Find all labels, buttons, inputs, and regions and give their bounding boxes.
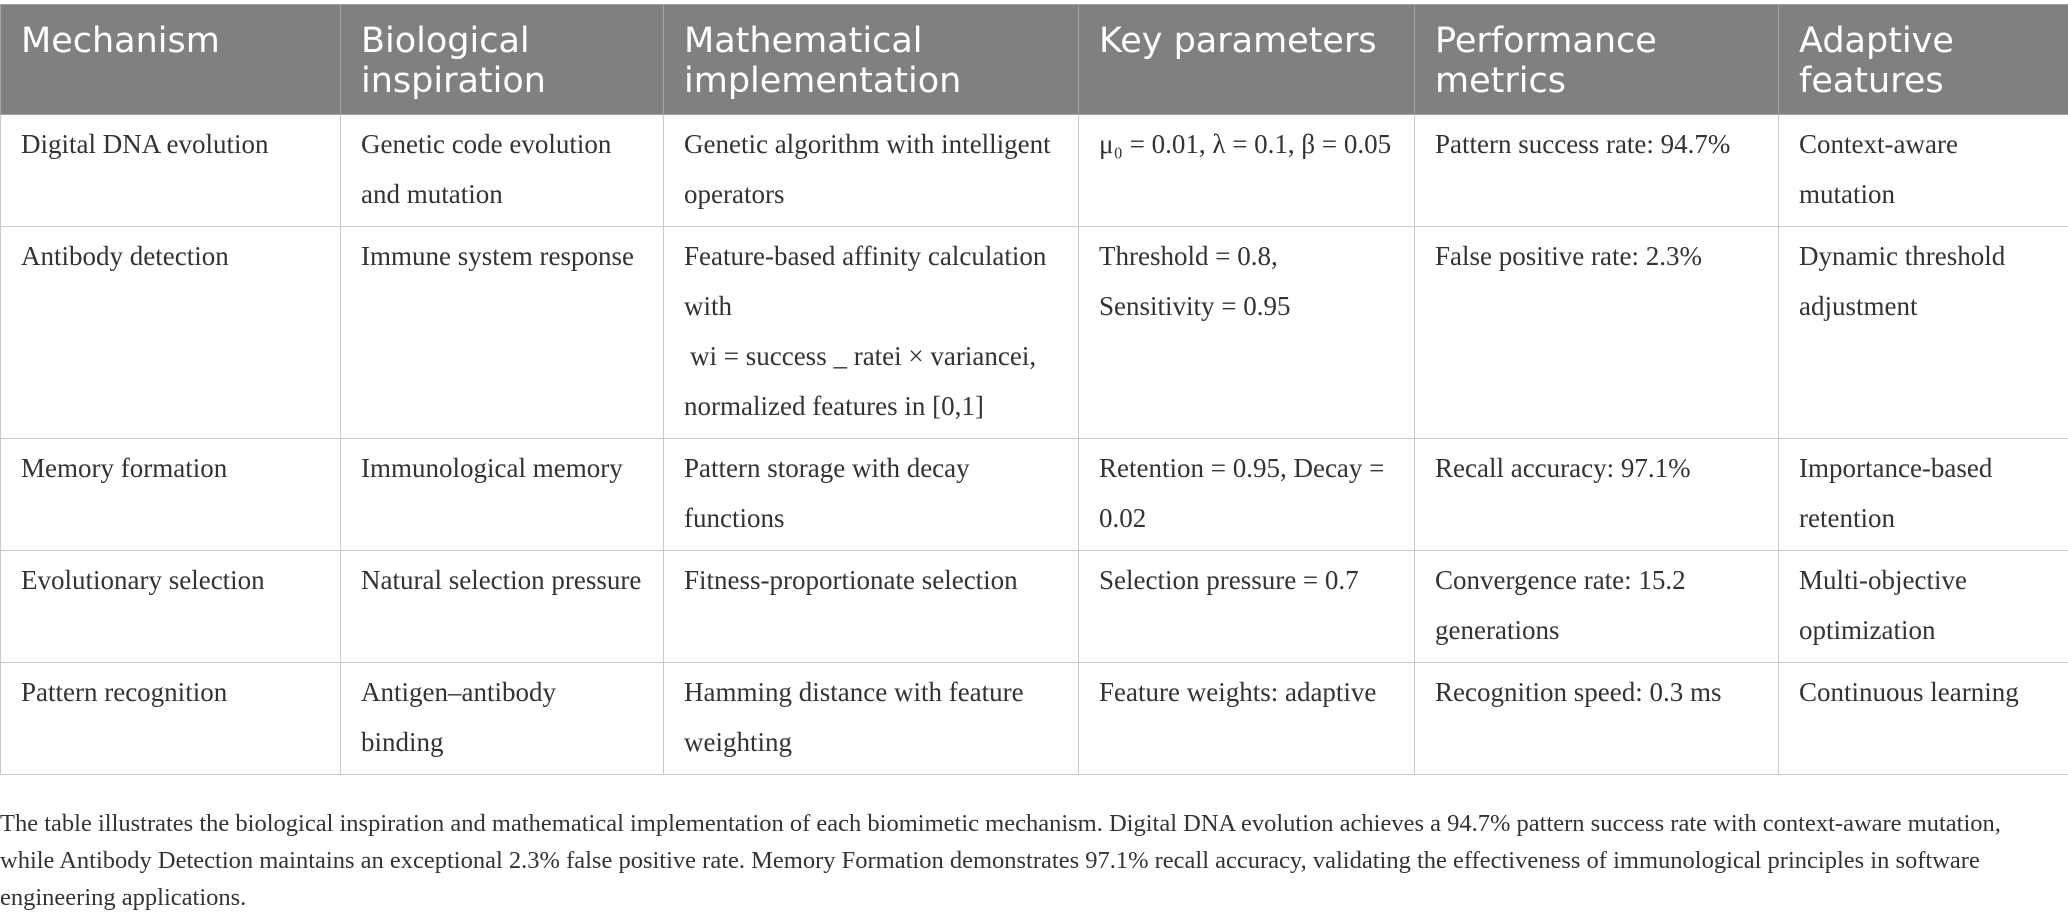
cell-implementation: Hamming distance with feature weighting — [664, 663, 1079, 775]
header-mechanism: Mechanism — [1, 5, 341, 115]
table-row — [1, 227, 2068, 439]
table-row — [1, 663, 2068, 775]
cell-mechanism: Digital DNA evolution — [1, 115, 341, 227]
cell-parameters: Threshold = 0.8, Sensitivity = 0.95 — [1079, 227, 1415, 439]
cell-features: Dynamic threshold adjustment — [1779, 227, 2068, 439]
header-mathematical-implementation: Mathematical implementation — [664, 5, 1079, 115]
cell-mechanism: Antibody detection — [1, 227, 341, 439]
cell-inspiration: Natural selection pressure — [341, 551, 664, 663]
header-key-parameters: Key parameters — [1079, 5, 1415, 115]
cell-features: Importance-based retention — [1779, 439, 2068, 551]
cell-features: Multi-objective optimization — [1779, 551, 2068, 663]
cell-inspiration: Immunological memory — [341, 439, 664, 551]
cell-features: Continuous learning — [1779, 663, 2068, 775]
header-row — [1, 5, 2068, 115]
cell-metrics: Recall accuracy: 97.1% — [1415, 439, 1779, 551]
cell-inspiration: Immune system response — [341, 227, 664, 439]
cell-features: Context-aware mutation — [1779, 115, 2068, 227]
cell-metrics: False positive rate: 2.3% — [1415, 227, 1779, 439]
header-performance-metrics: Performance metrics — [1415, 5, 1779, 115]
cell-metrics: Recognition speed: 0.3 ms — [1415, 663, 1779, 775]
header-adaptive-features: Adaptive features — [1779, 5, 2068, 115]
cell-parameters: Retention = 0.95, Decay = 0.02 — [1079, 439, 1415, 551]
mechanism-table — [0, 4, 2068, 775]
cell-mechanism: Evolutionary selection — [1, 551, 341, 663]
cell-implementation — [664, 227, 1079, 439]
cell-inspiration: Antigen–antibody binding — [341, 663, 664, 775]
cell-metrics: Pattern success rate: 94.7% — [1415, 115, 1779, 227]
cell-implementation: Genetic algorithm with intelligent operators — [664, 115, 1079, 227]
cell-mechanism: Pattern recognition — [1, 663, 341, 775]
table-body — [1, 115, 2068, 775]
cell-parameters: Selection pressure = 0.7 — [1079, 551, 1415, 663]
cell-mechanism: Memory formation — [1, 439, 341, 551]
affinity-weight-formula: wi = success _ ratei × variancei, — [684, 331, 1036, 381]
table-row — [1, 551, 2068, 663]
cell-parameters: μ₀ = 0.01, λ = 0.1, β = 0.05 — [1079, 115, 1415, 227]
cell-parameters: Feature weights: adaptive — [1079, 663, 1415, 775]
table-row — [1, 439, 2068, 551]
table-header — [1, 5, 2068, 115]
implementation-text-normalized: normalized features in [0,1] — [684, 381, 1058, 431]
table-caption: The table illustrates the biological inspiration and mathematical implementation of each biomimetic mechanism. Digital DNA evolution achieves a 94.7% pattern success rate with context-aware mutation, while Antibody Detection maintains an exceptional 2.3% false positive rate. Memory Formation demonstrates 97.1% recall accuracy, validating the effectiveness of immunological principles in software engineering applications. — [0, 805, 2060, 916]
implementation-text: Feature-based affinity calculation with — [684, 231, 1058, 331]
header-biological-inspiration: Biological inspiration — [341, 5, 664, 115]
cell-implementation: Pattern storage with decay functions — [664, 439, 1079, 551]
cell-implementation: Fitness-proportionate selection — [664, 551, 1079, 663]
cell-inspiration: Genetic code evolution and mutation — [341, 115, 664, 227]
table-row — [1, 115, 2068, 227]
cell-metrics: Convergence rate: 15.2 generations — [1415, 551, 1779, 663]
